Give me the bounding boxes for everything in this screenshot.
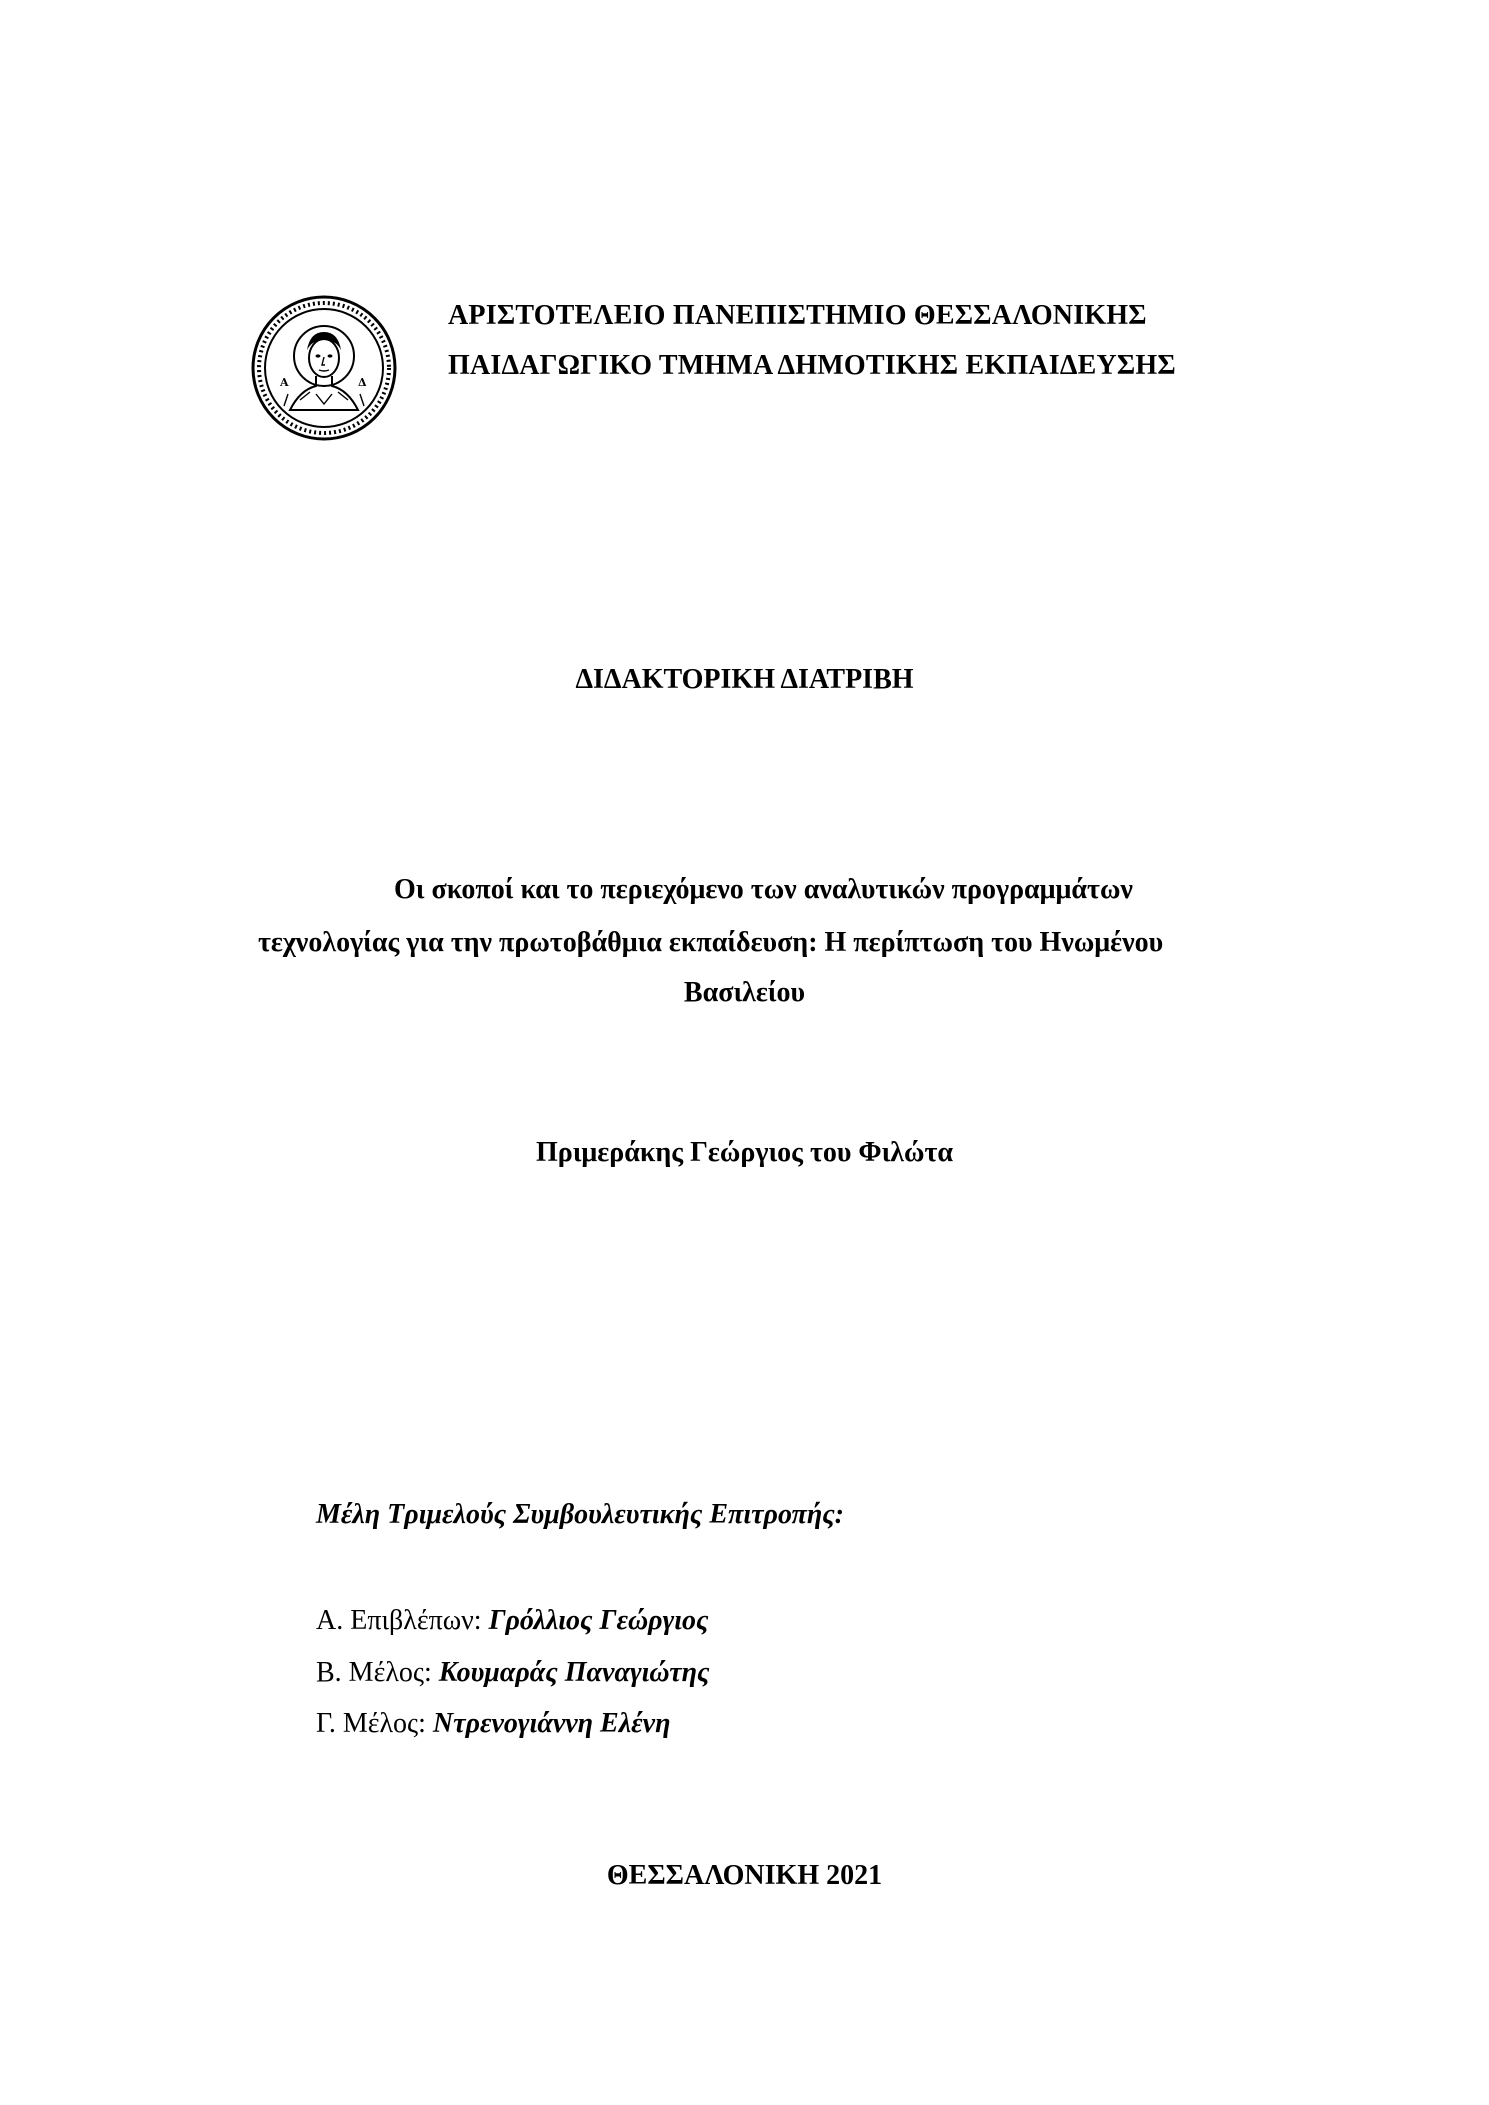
department-name: ΠΑΙΔΑΓΩΓΙΚΟ ΤΜΗΜΑ ΔΗΜΟΤΙΚΗΣ ΕΚΠΑΙΔΕΥΣΗΣ (448, 350, 1176, 381)
svg-text:Δ: Δ (358, 376, 367, 389)
university-name: ΑΡΙΣΤΟΤΕΛΕΙΟ ΠΑΝΕΠΙΣΤΗΜΙΟ ΘΕΣΣΑΛΟΝΙΚΗΣ (448, 300, 1147, 331)
member-name: Γρόλλιος Γεώργιος (488, 1605, 709, 1636)
svg-text:Α: Α (280, 376, 289, 389)
committee-member (316, 1605, 709, 1637)
member-name: Ντρενογιάννη Ελένη (432, 1708, 671, 1739)
thesis-title-line-1: Οι σκοποί και το περιεχόμενο των αναλυτικών προγραμμάτων (394, 874, 1133, 905)
member-role: Β. Μέλος: (316, 1657, 439, 1688)
committee-member (316, 1708, 670, 1740)
member-name: Κουμαράς Παναγιώτης (438, 1657, 710, 1688)
document-type: ΔΙΔΑΚΤΟΡΙΚΗ ΔΙΑΤΡΙΒΗ (575, 664, 914, 695)
university-seal-icon (250, 294, 398, 442)
committee-member (316, 1657, 710, 1689)
thesis-title-line-2: τεχνολογίας για την πρωτοβάθμια εκπαίδευση: Η περίπτωση του Ηνωμένου (258, 927, 1164, 958)
author-name: Πριμεράκης Γεώργιος του Φιλώτα (535, 1137, 954, 1168)
member-role: Γ. Μέλος: (316, 1708, 433, 1739)
member-role: Α. Επιβλέπων: (316, 1605, 489, 1636)
thesis-title-line-3: Βασιλείου (683, 977, 806, 1008)
committee-heading: Μέλη Τριμελούς Συμβουλευτικής Επιτροπής: (316, 1499, 845, 1530)
place-and-year: ΘΕΣΣΑΛΟΝΙΚΗ 2021 (606, 1860, 883, 1891)
